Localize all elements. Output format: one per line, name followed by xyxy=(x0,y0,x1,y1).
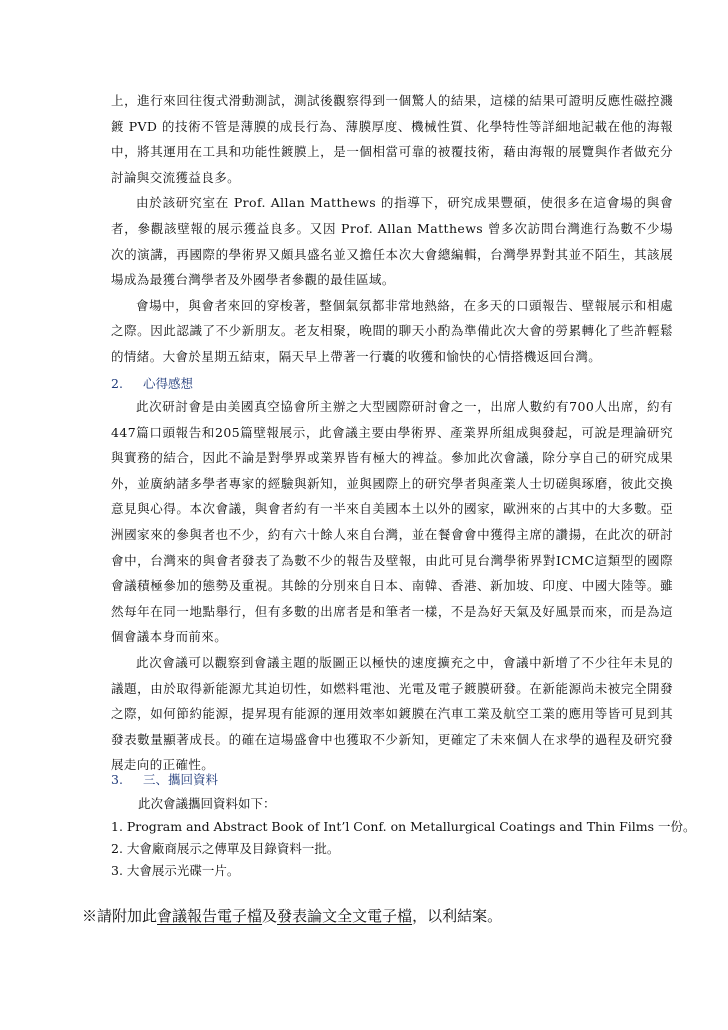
section-number: 2. xyxy=(111,376,123,391)
attachment-list xyxy=(111,816,696,882)
list-item: 3. 大會展示光碟一片。 xyxy=(111,863,240,878)
section-heading xyxy=(111,770,218,790)
note-mid: 及 xyxy=(262,907,278,925)
section-intro: 此次會議攜回資料如下： xyxy=(138,796,276,811)
meeting-report-file-text: 會議報告電子檔 xyxy=(157,907,263,925)
note-suffix: ，以利結案。 xyxy=(412,907,503,925)
reference-mark-icon: ※ xyxy=(82,907,98,925)
paragraph: 此次研討會是由美國真空協會所主辦之大型國際研討會之一，出席人數約有700人出席，約有447篇口頭報告和205篇壁報展示，此會議主要由學術界、產業界所組成與發起，可說是理論研究與實務的結合，因此不論是對學界或業界皆有極大的裨益。參加此次會議，除分享自己的研究成果外，並廣納諸多學者專家的經驗與新知，並與國際上的研究學者與產業人士切磋與琢磨，彼此交換意見與心得。本次會議，與會者約有一半來自美國本土以外的國家，歐洲來的占其中的大多數。亞洲國家來的參與者也不少，約有六十餘人來自台灣，並在餐會會中獲得主席的讚揚，在此次的研討會中，台灣來的與會者發表了為數不少的報告及壁報，由此可見台灣學術界對ICMC這類型的國際會議積極參加的態勢及重視。其餘的分別來自日本、南韓、香港、新加坡、印度、中國大陸等。雖然每年在同一地點舉行，但有多數的出席者是和筆者一樣，不是為好天氣及好風景而來，而是為這個會議本身而前來。 xyxy=(111,399,674,645)
section-title: 三、攜回資料 xyxy=(142,772,218,787)
note-prefix: 請附加此 xyxy=(97,907,158,925)
continued-section xyxy=(111,88,673,370)
section-title: 心得感想 xyxy=(142,376,193,391)
footer-note xyxy=(82,904,502,928)
section-body xyxy=(111,394,673,778)
section-number: 3. xyxy=(111,772,123,787)
paragraph: 此次會議可以觀察到會議主題的版圖正以極快的速度擴充之中，會議中新增了不少往年未見的議題，由於取得新能源尤其迫切性，如燃料電池、光電及電子鍍膜研發。在新能源尚未被完全開發之際，如何節約能源，提昇現有能源的運用效率如鍍膜在汽車工業及航空工業的應用等皆可見到其發表數量顯著成長。的確在這場盛會中也獲取不少新知，更確定了未來個人在求學的過程及研究發展走向的正確性。 xyxy=(111,654,673,773)
paper-fulltext-file-text: 發表論文全文電子檔 xyxy=(277,907,413,925)
list-item: 2. 大會廠商展示之傳單及目錄資料一批。 xyxy=(111,841,340,856)
paragraph: 由於該研究室在 Prof. Allan Matthews 的指導下，研究成果豐碩，使很多在這會場的與會者，參觀該壁報的展示獲益良多。又因 Prof. Allan Matthews 曾多次訪問台灣進行為數不少場次的演講，再國際的學術界又頗具盛名並又擔任本次大會總編輯，台灣學界對其並不陌生，其該展場成為最獲台灣學者及外國學者參觀的最佳區域。 xyxy=(111,195,673,288)
paragraph: 會場中，與會者來回的穿梭著，整個氣氛都非常地熱絡，在多天的口頭報告、壁報展示和相處之際。因此認識了不少新朋友。老友相聚，晚間的聊天小酌為準備此次大會的勞累轉化了些許輕鬆的情緒。大會於星期五結束，隔天早上帶著一行囊的收獲和愉快的心情搭機返回台灣。 xyxy=(111,297,673,364)
section-heading xyxy=(111,374,193,394)
paragraph: 上，進行來回往復式滑動測試，測試後觀察得到一個驚人的結果，這樣的結果可證明反應性磁控濺鍍 PVD 的技術不管是薄膜的成長行為、薄膜厚度、機械性質、化學特性等詳細地記載在他的海報中，將其運用在工具和功能性鍍膜上，是一個相當可靠的被覆技術，藉由海報的展覽與作者做充分討論與交流獲益良多。 xyxy=(111,93,673,185)
list-item: 1. Program and Abstract Book of Int’l Conf. on Metallurgical Coatings and Thin Films 一份。 xyxy=(111,819,696,834)
